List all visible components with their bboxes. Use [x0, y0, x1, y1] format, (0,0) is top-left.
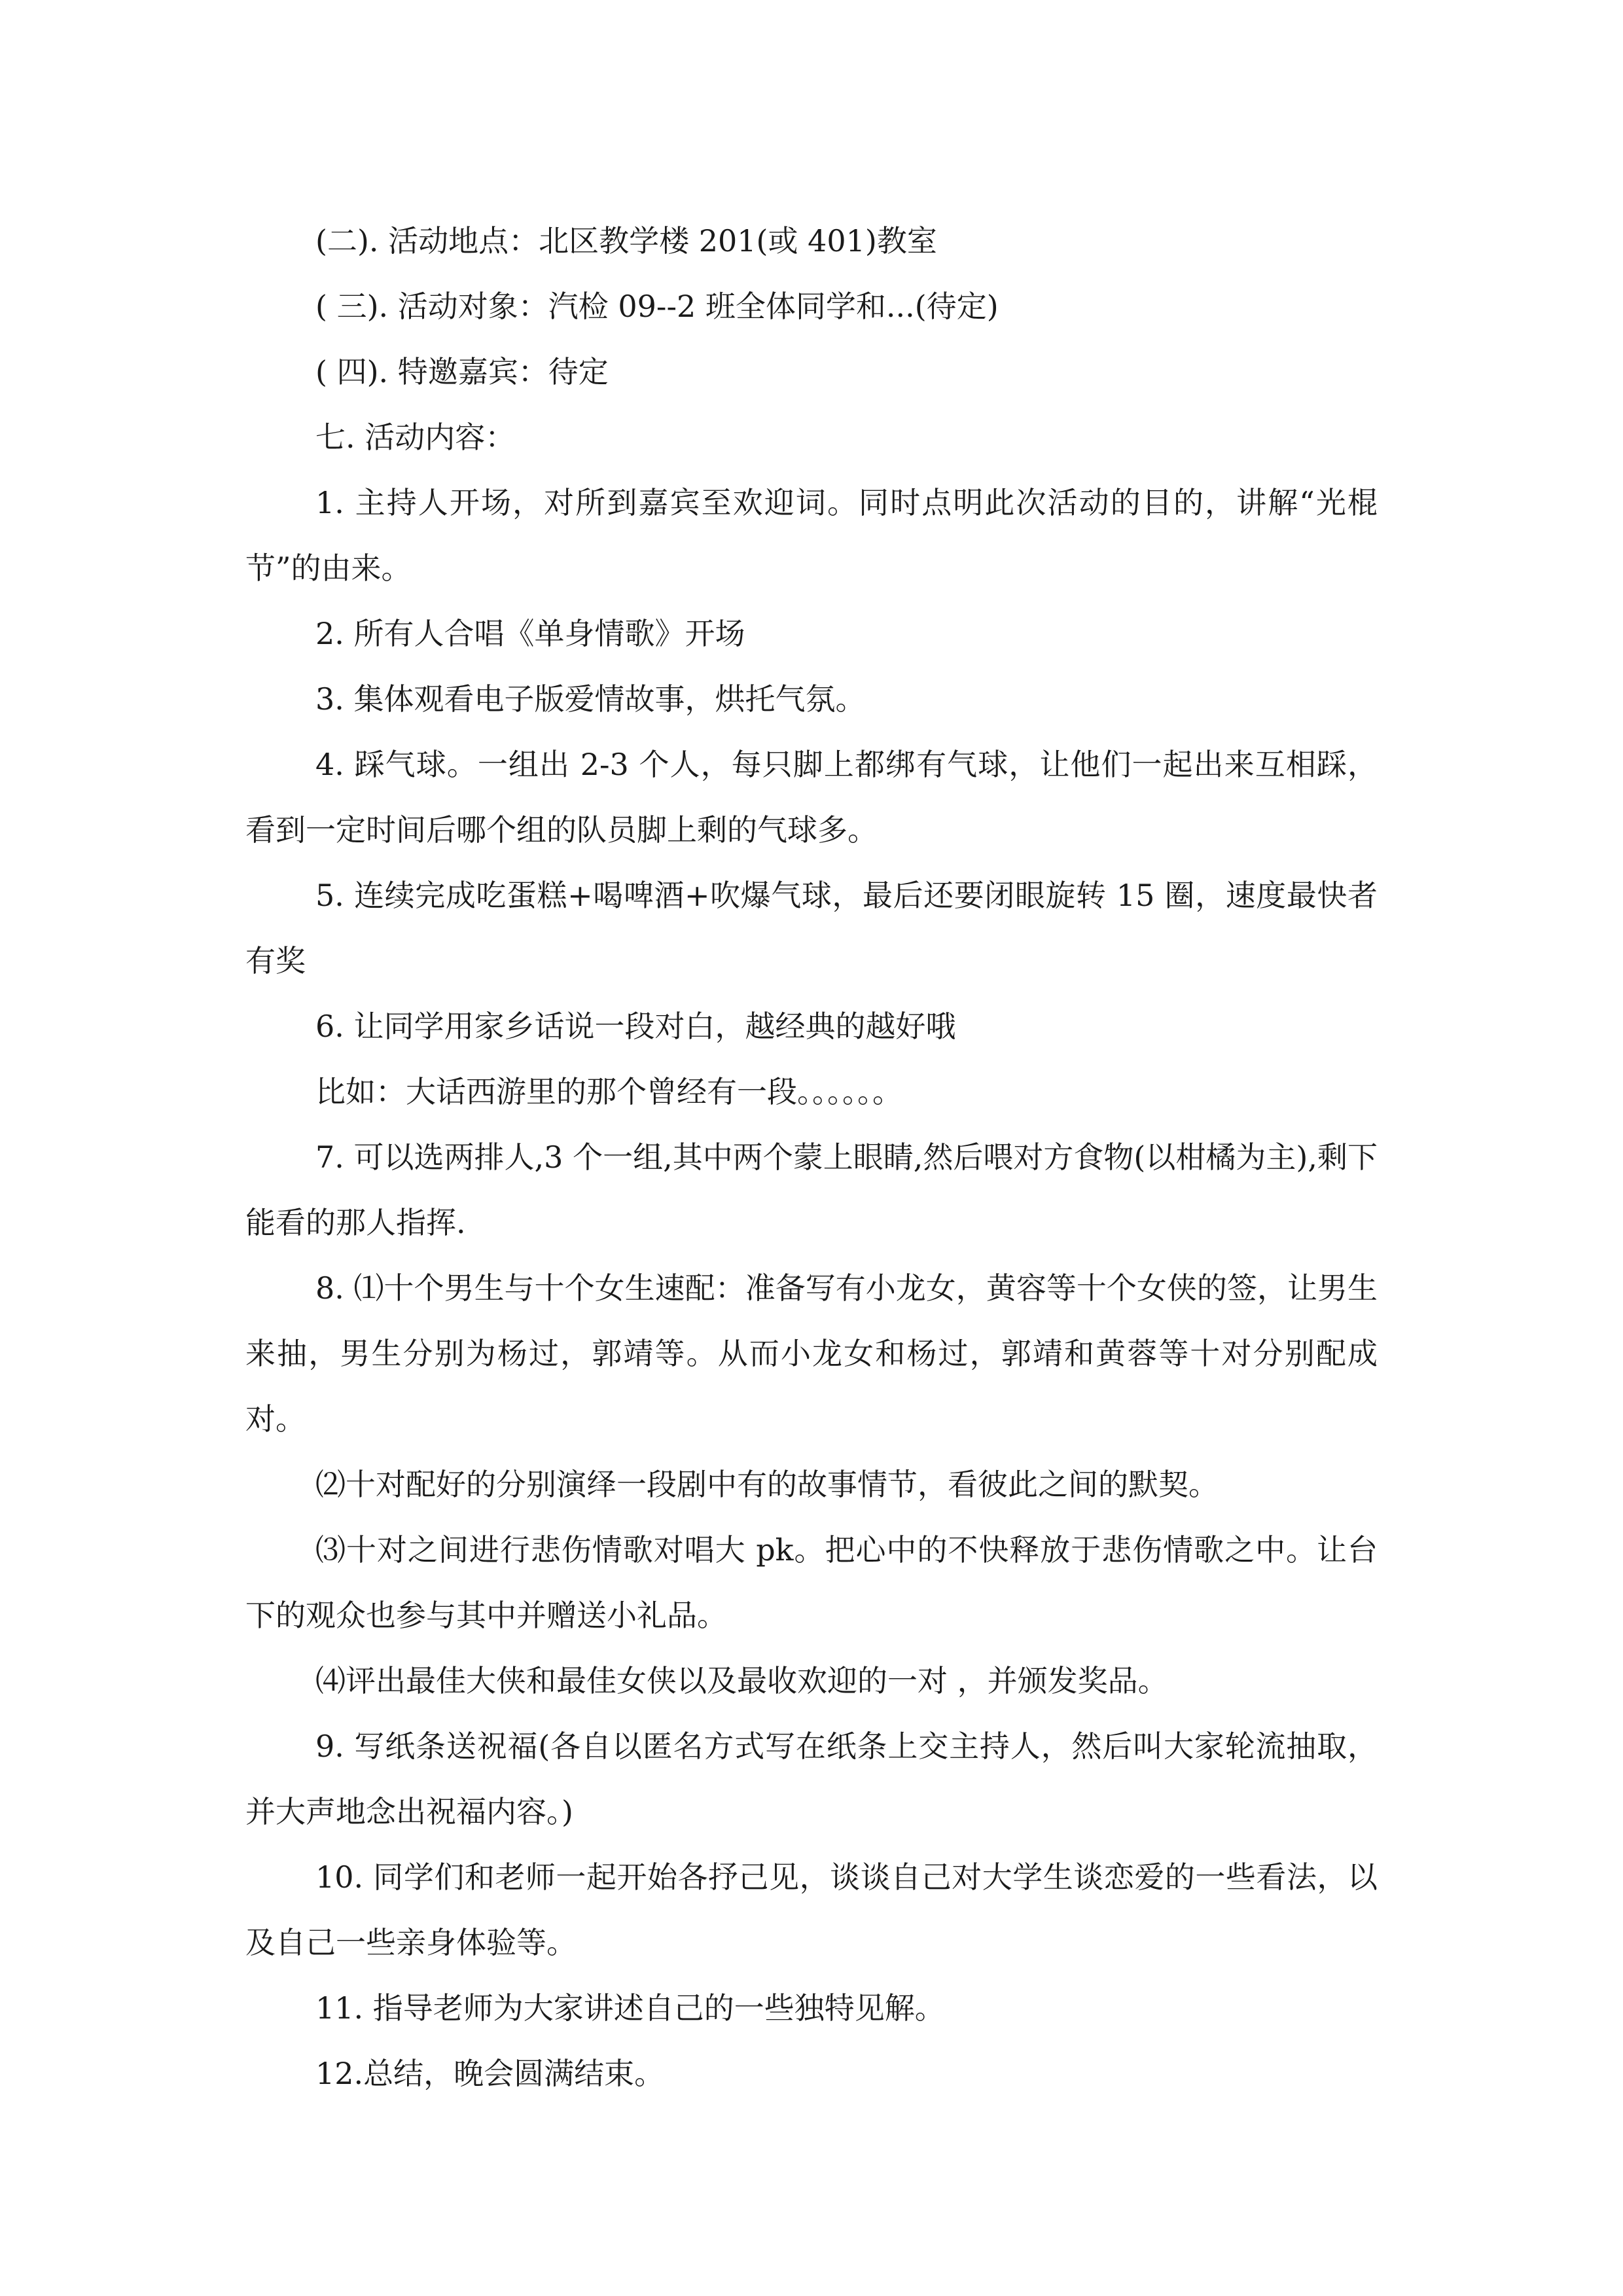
paragraph-item-8-3: ⑶十对之间进行悲伤情歌对唱大 pk。把心中的不快释放于悲伤情歌之中。让台下的观众也参与其中并赠送小礼品。	[245, 1532, 1378, 1633]
section-heading-activity-content: 七. 活动内容：	[315, 420, 516, 455]
paragraph-item-9: 9. 写纸条送祝福(各自以匿名方式写在纸条上交主持人，然后叫大家轮流抽取，并大声地念出祝福内容。)	[245, 1729, 1378, 1829]
paragraph-item-4: 4. 踩气球。一组出 2-3 个人，每只脚上都绑有气球，让他们一起出来互相踩，看到一定时间后哪个组的队员脚上剩的气球多。	[245, 747, 1378, 848]
paragraph-item-10: 10. 同学们和老师一起开始各抒己见，谈谈自己对大学生谈恋爱的一些看法，以及自己一些亲身体验等。	[245, 1859, 1378, 1960]
paragraph-venue: (二). 活动地点：北区教学楼 201(或 401)教室	[315, 223, 937, 259]
paragraph-item-3: 3. 集体观看电子版爱情故事，烘托气氛。	[315, 681, 866, 717]
paragraph-item-6: 6. 让同学用家乡话说一段对白，越经典的越好哦	[315, 1009, 956, 1044]
paragraph-item-7: 7. 可以选两排人,3 个一组,其中两个蒙上眼睛,然后喂对方食物(以柑橘为主),剩下能看的那人指挥.	[245, 1139, 1378, 1240]
paragraph-audience: ( 三). 活动对象：汽检 09--2 班全体同学和...(待定)	[315, 289, 999, 324]
paragraph-item-12: 12.总结，晚会圆满结束。	[315, 2056, 665, 2091]
paragraph-item-8-2: ⑵十对配好的分别演绎一段剧中有的故事情节，看彼此之间的默契。	[315, 1467, 1219, 1502]
paragraph-item-8-4: ⑷评出最佳大侠和最佳女侠以及最收欢迎的一对 ，并颁发奖品。	[315, 1663, 1168, 1698]
document-body	[245, 208, 1378, 2106]
paragraph-guests: ( 四). 特邀嘉宾：待定	[315, 354, 609, 389]
paragraph-item-11: 11. 指导老师为大家讲述自己的一些独特见解。	[315, 1990, 945, 2026]
paragraph-item-2: 2. 所有人合唱《单身情歌》开场	[315, 616, 745, 651]
paragraph-item-8-1: 8. ⑴十个男生与十个女生速配：准备写有小龙女，黄容等十个女侠的签，让男生来抽，男生分别为杨过，郭靖等。从而小龙女和杨过，郭靖和黄蓉等十对分别配成对。	[245, 1270, 1378, 1437]
paragraph-item-5: 5. 连续完成吃蛋糕+喝啤酒+吹爆气球，最后还要闭眼旋转 15 圈，速度最快者有奖	[245, 878, 1378, 978]
paragraph-item-1: 1. 主持人开场，对所到嘉宾至欢迎词。同时点明此次活动的目的，讲解“光棍节”的由来。	[245, 485, 1378, 586]
paragraph-item-6-example: 比如：大话西游里的那个曾经有一段。。。。。。	[315, 1074, 902, 1109]
